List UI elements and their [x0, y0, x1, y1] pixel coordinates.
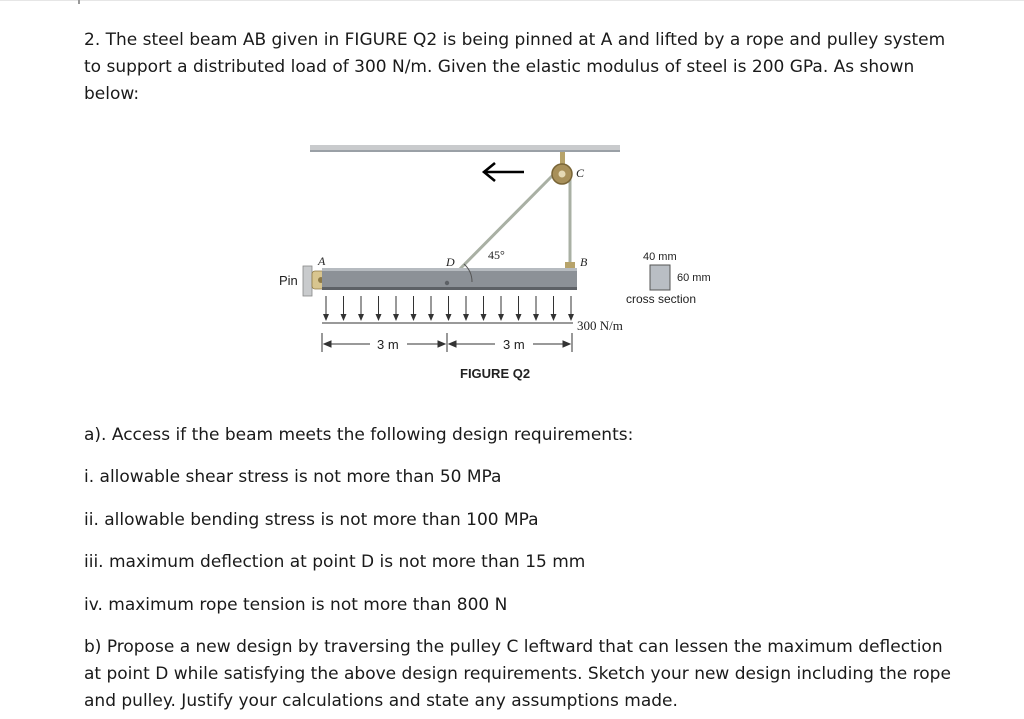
requirement-bending: ii. allowable bending stress is not more than 100 MPa [84, 510, 539, 530]
beam-ab [322, 268, 577, 290]
load-arrow [533, 296, 539, 321]
requirement-deflection: iii. maximum deflection at point D is not more than 15 mm [84, 552, 586, 572]
load-arrow [393, 296, 399, 321]
rope-attachment-b [565, 262, 575, 268]
load-arrow [481, 296, 487, 321]
label-span-ad: 3 m [377, 337, 399, 352]
label-load: 300 N/m [577, 318, 623, 333]
question-intro: 2. The steel beam AB given in FIGURE Q2 is being pinned at A and lifted by a rope and pulley system to support a distributed load of 300 N/m. Given the elastic modulus of steel is 200 GPa. As shown below: [84, 30, 946, 104]
load-arrow [516, 296, 522, 321]
pin-wall [303, 266, 312, 296]
dimension-lines [322, 333, 572, 352]
load-arrow [463, 296, 469, 321]
label-d: D [446, 255, 455, 269]
label-b: B [580, 255, 588, 269]
pulley-c-hub [559, 171, 566, 178]
load-arrow [551, 296, 557, 321]
requirement-shear: i. allowable shear stress is not more than 50 MPa [84, 467, 502, 487]
cross-section-icon [650, 265, 670, 290]
load-arrow [568, 296, 574, 321]
label-width: 40 mm [643, 251, 677, 263]
load-arrow [358, 296, 364, 321]
requirement-rope-tension: iv. maximum rope tension is not more than 800 N [84, 595, 508, 615]
load-arrow [446, 296, 452, 321]
rope-inclined [447, 172, 556, 282]
load-arrow [498, 296, 504, 321]
figure-caption: FIGURE Q2 [460, 366, 531, 381]
label-cross-section: cross section [626, 292, 697, 306]
beam-bottom-edge [322, 287, 577, 290]
part-b-text: b) Propose a new design by traversing the pulley C leftward that can lessen the maximum deflection at point D while satisfying the above design requirements. Sketch your new design including the rope and pulley. Justify your calculations and state any assumptions made. [84, 637, 951, 711]
label-a: A [318, 254, 326, 268]
distributed-load [323, 296, 574, 321]
load-arrow [341, 296, 347, 321]
label-pin: Pin [279, 273, 298, 288]
label-angle: 45° [488, 248, 505, 262]
load-arrow [376, 296, 382, 321]
ceiling-edge [310, 150, 620, 152]
load-arrow [323, 296, 329, 321]
label-c: C [576, 166, 585, 180]
load-arrow [411, 296, 417, 321]
load-arrow [428, 296, 434, 321]
rope-attachment-d [445, 281, 449, 285]
label-height: 60 mm [677, 272, 711, 284]
leftward-arrow-icon [484, 163, 524, 181]
label-span-db: 3 m [503, 337, 525, 352]
part-a-heading: a). Access if the beam meets the following design requirements: [84, 425, 634, 445]
